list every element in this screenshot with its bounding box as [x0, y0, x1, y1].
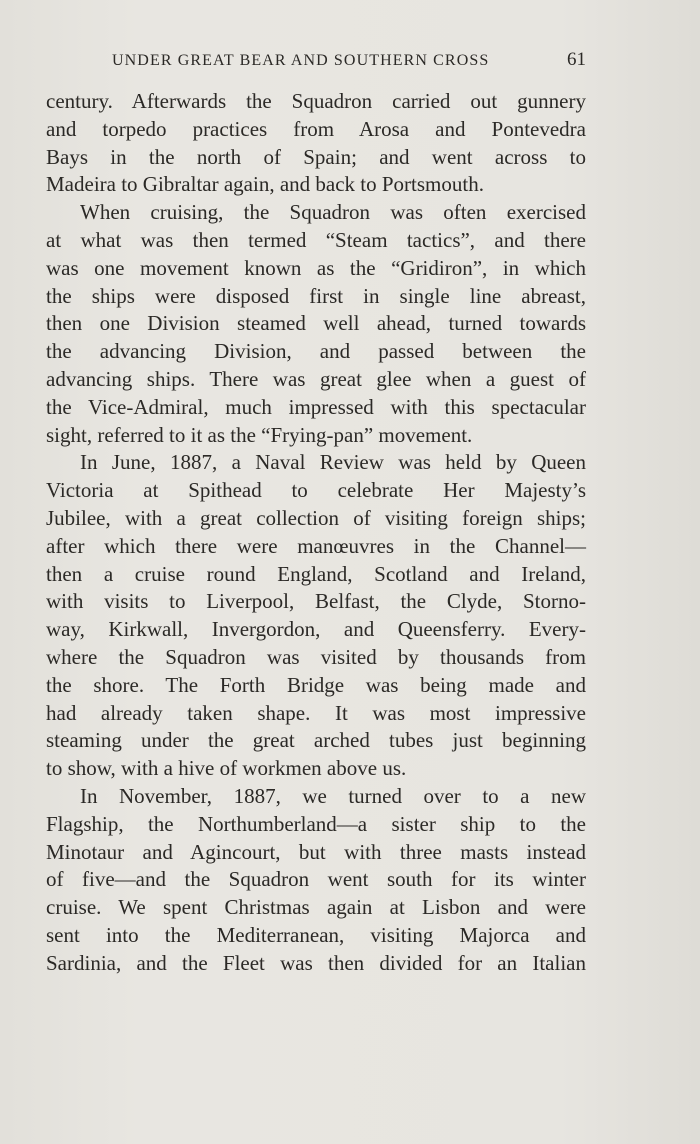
body-text — [46, 88, 586, 978]
text-line: In November, 1887, we turned over to a new — [80, 783, 586, 808]
text-line: where the Squadron was visited by thousands from — [46, 644, 586, 669]
text-line: Flagship, the Northumberland—a sister ship to the — [46, 811, 586, 836]
page-number: 61 — [567, 49, 586, 70]
text-line: the ships were disposed first in single line abreast, — [46, 283, 586, 308]
text-line: after which there were manœuvres in the Channel— — [46, 533, 586, 558]
text-line: sent into the Mediterranean, visiting Majorca and — [46, 922, 586, 947]
text-line: the shore. The Forth Bridge was being made and — [46, 672, 586, 697]
running-title: UNDER GREAT BEAR AND SOUTHERN CROSS — [112, 52, 490, 69]
text-line: advancing ships. There was great glee when a guest of — [46, 366, 586, 391]
text-line: Jubilee, with a great collection of visiting foreign ships; — [46, 505, 586, 530]
text-line: sight, referred to it as the “Frying-pan” movement. — [46, 422, 473, 447]
text-line: at what was then termed “Steam tactics”, and there — [46, 227, 586, 252]
text-line: Sardinia, and the Fleet was then divided for an Italian — [46, 950, 586, 975]
text-line: of five—and the Squadron went south for its winter — [46, 867, 586, 892]
text-line: Madeira to Gibraltar again, and back to Portsmouth. — [46, 172, 484, 197]
text-line: Bays in the north of Spain; and went across to — [46, 144, 586, 169]
text-line: steaming under the great arched tubes just beginning — [46, 728, 586, 753]
text-line: then a cruise round England, Scotland and Ireland, — [46, 561, 586, 586]
text-line: In June, 1887, a Naval Review was held by Queen — [80, 450, 586, 475]
text-line: way, Kirkwall, Invergordon, and Queensferry. Every- — [46, 617, 586, 642]
text-line: the advancing Division, and passed between the — [46, 339, 586, 364]
text-line: the Vice-Admiral, much impressed with this spectacular — [46, 394, 586, 419]
text-line: with visits to Liverpool, Belfast, the Clyde, Storno- — [46, 589, 586, 614]
text-line: Minotaur and Agincourt, but with three masts instead — [46, 839, 586, 864]
text-line: When cruising, the Squadron was often exercised — [80, 200, 586, 225]
text-line: and torpedo practices from Arosa and Pontevedra — [46, 116, 586, 141]
text-line: had already taken shape. It was most impressive — [46, 700, 586, 725]
text-line: was one movement known as the “Gridiron”, in which — [46, 255, 586, 280]
running-header — [46, 49, 586, 76]
text-line: to show, with a hive of workmen above us. — [46, 756, 407, 781]
text-line: Victoria at Spithead to celebrate Her Majesty’s — [46, 478, 586, 503]
text-line: cruise. We spent Christmas again at Lisbon and were — [46, 895, 586, 920]
text-line: then one Division steamed well ahead, turned towards — [46, 311, 586, 336]
text-line: century. Afterwards the Squadron carried out gunnery — [46, 89, 586, 113]
